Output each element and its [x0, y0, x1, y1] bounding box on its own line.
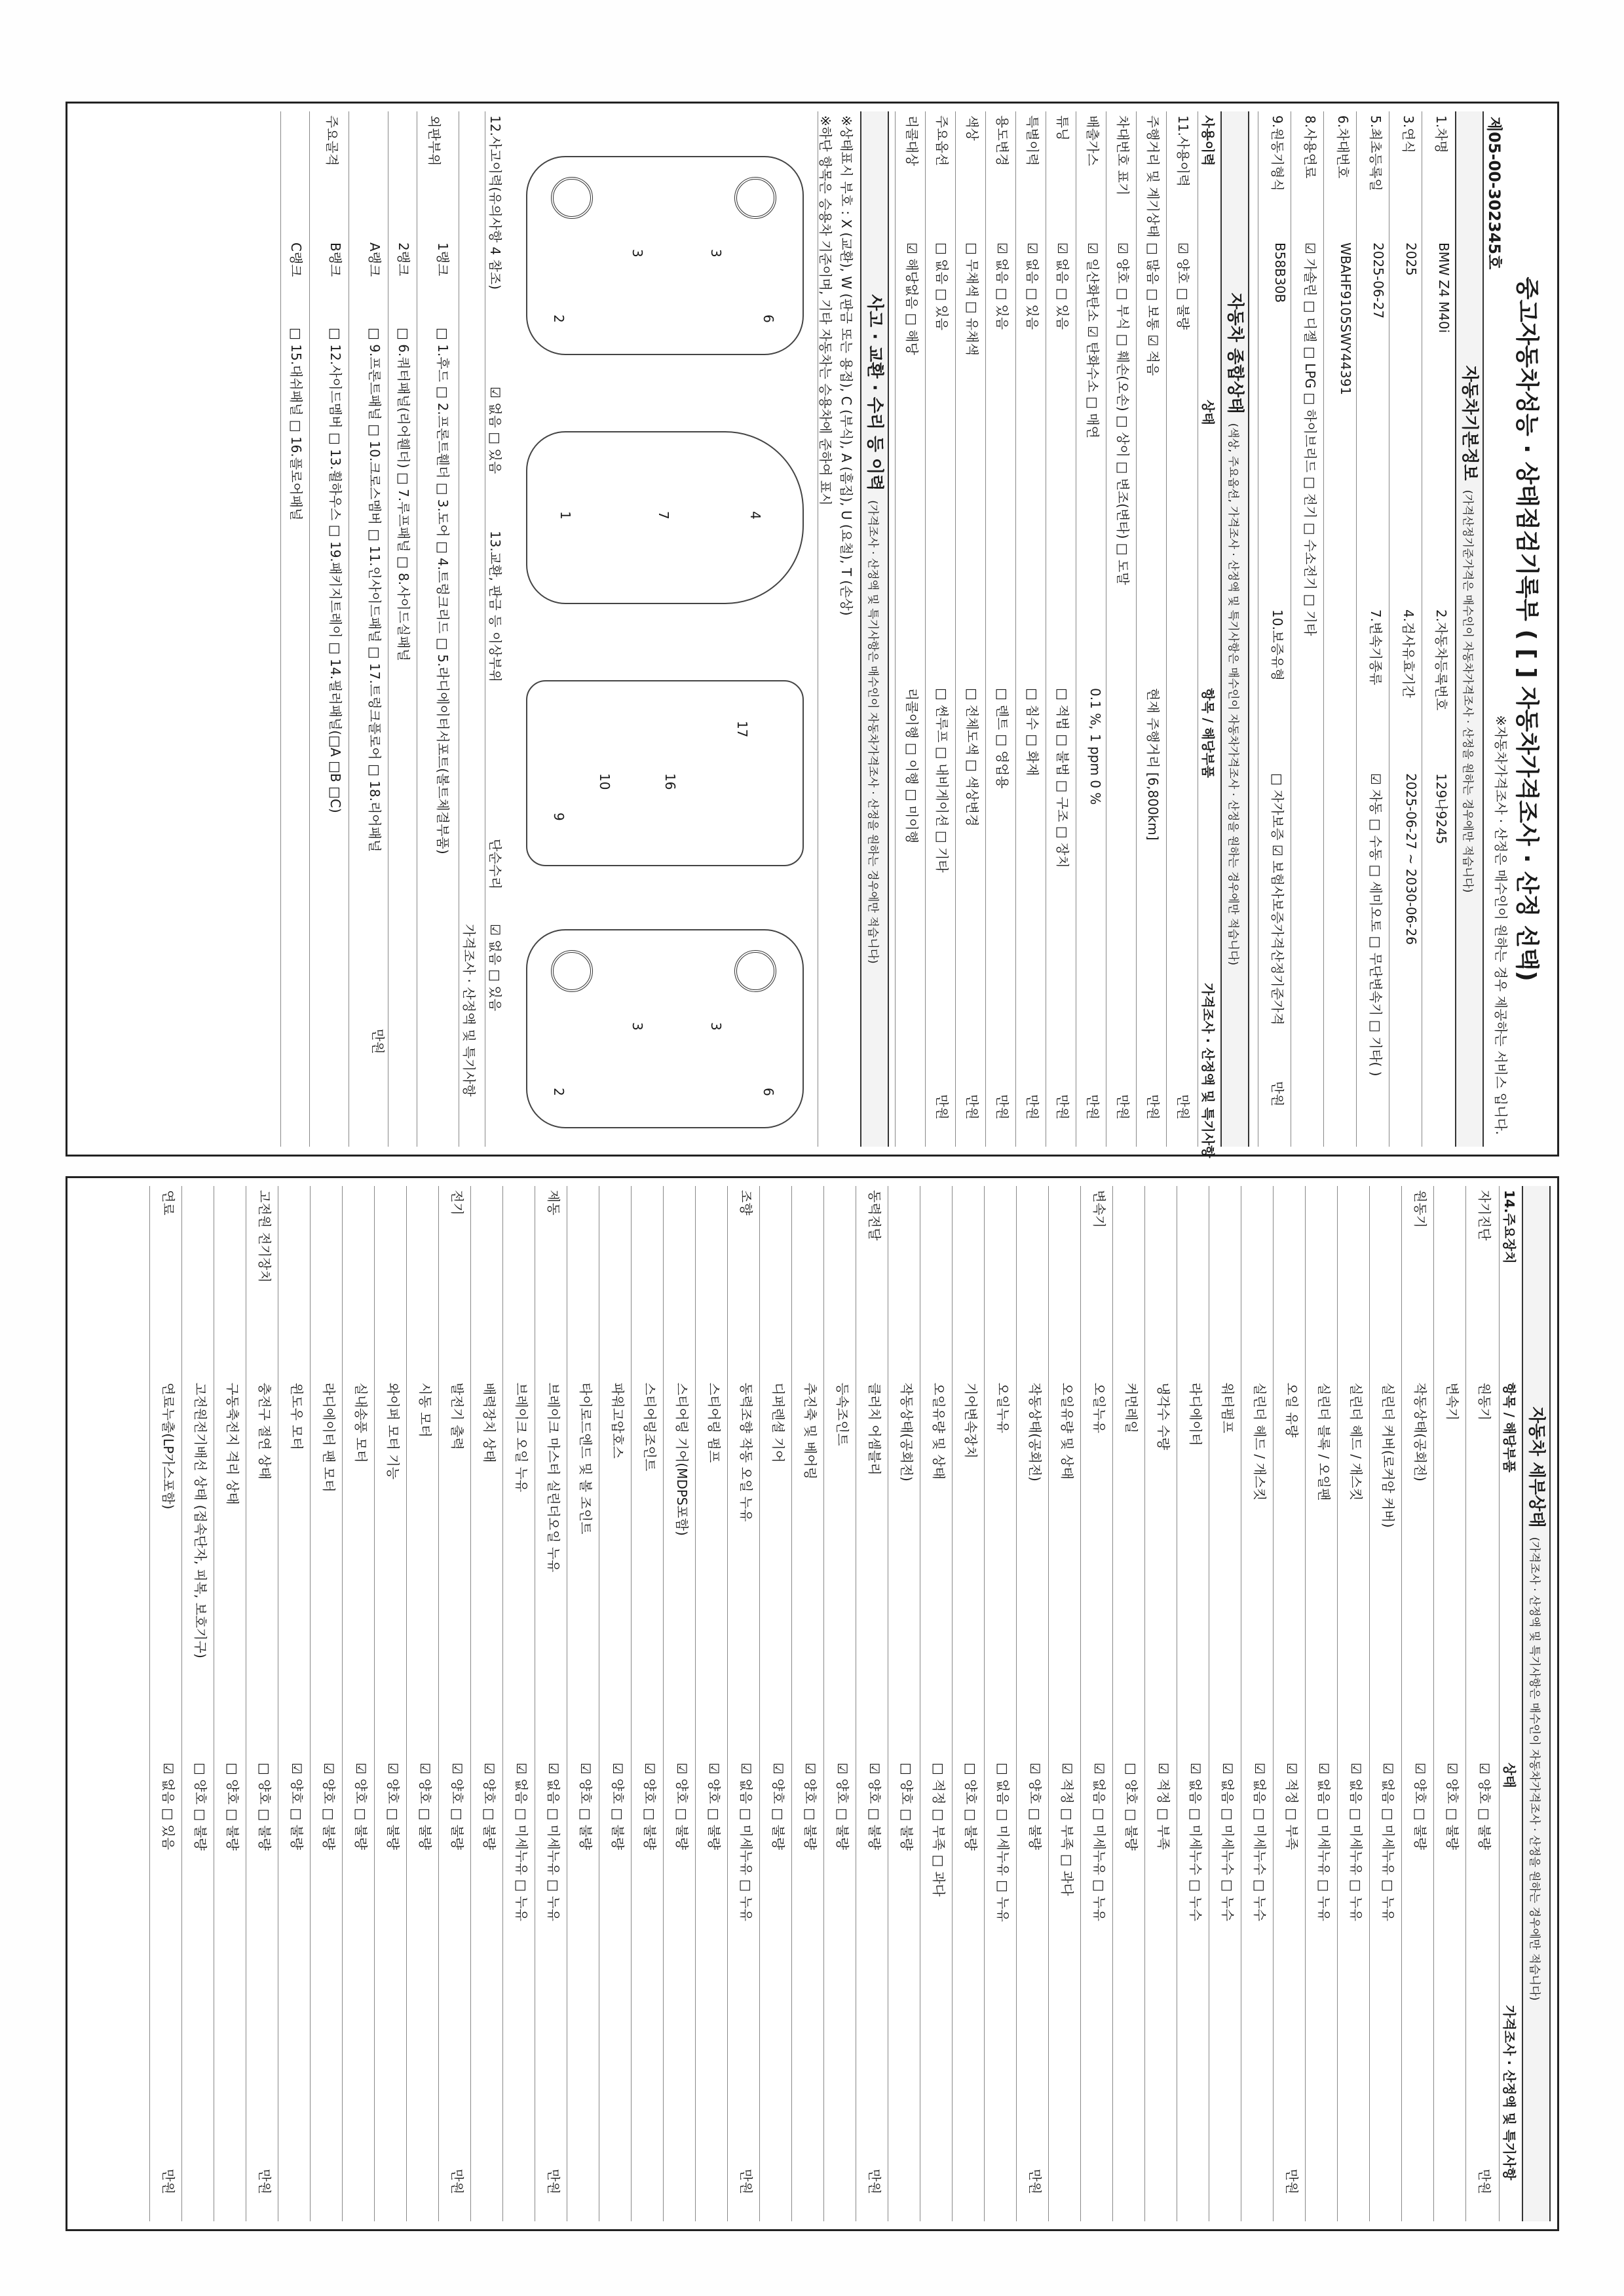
basic-value-2: 2025-06-27 ~ 2030-06-26	[1403, 773, 1419, 945]
detail-item: 오일 유량	[1284, 1383, 1300, 1438]
detail-item: 작동상태(공회전)	[1412, 1383, 1428, 1482]
overall-row	[925, 111, 956, 1147]
detail-row	[438, 1186, 471, 2221]
detail-state: ☑ 없음 □ 미세누유 □ 누유	[1380, 1763, 1396, 1922]
detail-item: 오일누유	[995, 1383, 1011, 1434]
detail-item: 브레이크 마스터 실린더오일 누유	[546, 1383, 561, 1573]
overall-item: □ 적법 □ 불법 □ 구조 □ 장치	[1055, 688, 1070, 868]
detail-row	[1209, 1186, 1241, 2221]
detail-price: 만원	[867, 2169, 882, 2194]
detail-state: □ 양호 □ 불량	[1124, 1763, 1139, 1851]
detail-item: 오일유량 및 상태	[1059, 1383, 1075, 1480]
basic-label: 1.차명	[1433, 115, 1449, 153]
overall-row	[1106, 111, 1137, 1147]
detail-row	[1465, 1186, 1498, 2221]
detail-price: 만원	[449, 2169, 465, 2194]
detail-state: ☑ 양호 □ 불량	[706, 1763, 722, 1850]
overall-state: □ 무채색 □ 유채색	[964, 242, 980, 356]
basic-label-2: 4.검사유효기간	[1401, 609, 1416, 698]
rankB-label: B랭크	[328, 242, 343, 277]
detail-group: 고전원 전기장치	[257, 1190, 273, 1283]
detail-item: 시동 모터	[417, 1383, 433, 1438]
detail-state: ☑ 없음 □ 미세누수 □ 누수	[1220, 1763, 1236, 1922]
overall-price: 만원	[1085, 1094, 1101, 1120]
detail-item: 브레이크 오일 누유	[514, 1383, 529, 1493]
detail-row	[599, 1186, 632, 2221]
detail-state: ☑ 없음 □ 미세누유 □ 누유	[1091, 1763, 1107, 1922]
detail-state: ☑ 없음 □ 있음	[161, 1763, 176, 1850]
detail-price: 만원	[161, 2169, 176, 2194]
overall-row	[955, 111, 986, 1147]
basic-row	[1389, 111, 1422, 1147]
detail-group: 전기	[449, 1190, 465, 1215]
detail-row	[310, 1186, 343, 2221]
overall-section	[1220, 111, 1249, 1147]
rankC-row	[280, 111, 310, 1147]
detail-row	[823, 1186, 856, 2221]
wheel-icon	[734, 950, 776, 992]
basic-row	[1291, 111, 1324, 1147]
detail-item: 파워고압호스	[610, 1383, 626, 1459]
detail-group: 자기진단	[1477, 1190, 1492, 1241]
detail-state: ☑ 양호 □ 불량	[770, 1763, 786, 1850]
detail-state: ☑ 없음 □ 미세누유 □ 누유	[514, 1763, 529, 1922]
overall-price: 만원	[1145, 1094, 1161, 1120]
overall-row	[1046, 111, 1076, 1147]
detail-group: 제동	[546, 1190, 561, 1215]
overall-label: 11.사용이력	[1175, 115, 1191, 187]
panel-number: 3	[630, 249, 645, 258]
detail-row	[888, 1186, 920, 2221]
overall-row	[1076, 111, 1106, 1147]
panel-number: 17	[734, 721, 750, 738]
panel-number: 3	[708, 249, 724, 258]
wheel-icon	[551, 950, 593, 992]
detail-item: 배력장치 상태	[482, 1383, 497, 1463]
overall-label: 리콜대상	[904, 115, 920, 166]
basic-value-2: 129나9245	[1433, 773, 1449, 845]
panel-number: 7	[656, 511, 671, 520]
car-diagram-top	[526, 431, 804, 604]
rank1-items: □ 1.후드 □ 2.프론트휀더 □ 3.도어 □ 4.트렁크리드 □ 5.라디에이터서포트(볼트체결부품)	[435, 328, 451, 854]
detail-state: □ 양호 □ 불량	[193, 1763, 208, 1851]
detail-state: ☑ 양호 □ 불량	[449, 1763, 465, 1850]
detail-item: 원동기	[1477, 1383, 1492, 1421]
basic-info-note: (가격산정기준가격은 매수인이 자동차가격조사 · 산정을 원하는 경우에만 적습니다)	[1461, 489, 1474, 893]
panel-number: 10	[597, 773, 613, 790]
basic-value-2: □ 자가보증 ☑ 보험사보증	[1270, 773, 1285, 924]
detail-item: 작동상태(공회전)	[1027, 1383, 1043, 1482]
detail-row	[631, 1186, 664, 2221]
detail-state: □ 없음 □ 미세누유 □ 누유	[995, 1763, 1011, 1923]
panel-number: 9	[551, 813, 567, 821]
detail-group: 연료	[161, 1190, 176, 1215]
overall-price: 만원	[1115, 1094, 1131, 1120]
panel-number: 2	[551, 315, 567, 323]
detail-state: ☑ 양호 □ 불량	[1445, 1763, 1460, 1850]
outer-panel-label: 외판부위	[426, 115, 442, 166]
accident-history-state: ☑ 없음 □ 있음	[487, 387, 503, 474]
overall-head-2: 상태	[1200, 400, 1216, 425]
detail-row	[1337, 1186, 1370, 2221]
overall-label: 특별이력	[1025, 115, 1040, 166]
detail-group: 변속기	[1091, 1190, 1107, 1228]
detail-row	[149, 1186, 182, 2221]
detail-row	[727, 1186, 760, 2221]
basic-value: BMW Z4 M40i	[1436, 242, 1452, 334]
detail-state: ☑ 양호 □ 불량	[289, 1763, 305, 1850]
overall-item: 0.1 %, 1 ppm 0 %	[1087, 688, 1103, 805]
detail-item: 타이로드엔드 및 볼 조인트	[578, 1383, 594, 1535]
overall-head-4: 가격조사 · 산정액 및 특기사항	[1200, 983, 1216, 1158]
basic-row	[1258, 111, 1291, 1147]
accident-price-unit: 만원	[370, 1029, 386, 1054]
detail-section	[1522, 1186, 1551, 2221]
accident-history-row	[485, 111, 509, 1147]
detail-state: □ 양호 □ 불량	[963, 1763, 979, 1851]
overall-label: 튜닝	[1055, 115, 1070, 141]
detail-item: 스티어링 기어(MDPS포함)	[674, 1383, 690, 1536]
detail-note: (가격조사 · 산정액 및 특기사항은 매수인이 자동차가격조사 · 산정을 원하는 경우에만 적습니다)	[1528, 1537, 1541, 2001]
overall-state: ☑ 해당없음 □ 해당	[904, 242, 920, 355]
overall-label: 차대번호 표기	[1115, 115, 1131, 196]
detail-state: ☑ 양호 □ 불량	[1412, 1763, 1428, 1850]
basic-value: ☑ 가솔린 □ 디젤 □ LPG □ 하이브리드 □ 전기 □ 수소전기 □ 기타	[1302, 242, 1318, 636]
inspection-form	[66, 102, 1559, 2231]
basic-info-section	[1455, 111, 1484, 1147]
detail-row	[1144, 1186, 1177, 2221]
overall-price: 만원	[1025, 1094, 1040, 1120]
overall-item: 리콜이행 □ 이행 □ 미이행	[904, 688, 920, 844]
detail-item: 스티어링조인트	[642, 1383, 658, 1472]
detail-item: 연료누출(LP가스포함)	[161, 1383, 176, 1510]
basic-value: 2025-06-27	[1370, 242, 1386, 319]
detail-item: 실린더 헤드 / 개스킷	[1348, 1383, 1364, 1501]
detail-row	[1305, 1186, 1338, 2221]
detail-state: ☑ 없음 □ 미세누수 □ 누수	[1188, 1763, 1203, 1922]
detail-price: 만원	[546, 2169, 561, 2194]
detail-state: ☑ 양호 □ 불량	[642, 1763, 658, 1850]
detail-row	[214, 1186, 246, 2221]
basic-label-2: 7.변속기종류	[1368, 609, 1384, 685]
overall-label: 주행거리 및 계기상태	[1145, 115, 1161, 238]
detail-row	[1369, 1186, 1402, 2221]
detail-state: ☑ 양호 □ 불량	[674, 1763, 690, 1850]
panel-number: 6	[761, 315, 776, 323]
detail-row	[470, 1186, 503, 2221]
detail-price: 만원	[257, 2169, 273, 2194]
overall-label: 색상	[964, 115, 980, 141]
panel-number: 1	[557, 511, 573, 520]
overall-state: ☑ 없음 □ 있음	[994, 242, 1010, 330]
panel-number: 2	[551, 1088, 567, 1096]
detail-state: ☑ 없음 □ 미세누유 □ 누유	[1348, 1763, 1364, 1922]
simple-repair-label: 단순수리	[487, 839, 503, 890]
overall-item: 현재 주행거리 [6,800km]	[1145, 688, 1161, 841]
overall-price: 만원	[1175, 1094, 1191, 1120]
basic-row	[1323, 111, 1357, 1147]
rank2-label: 2랭크	[396, 242, 411, 277]
detail-price: 만원	[1284, 2169, 1300, 2194]
overall-label: 주요옵션	[934, 115, 950, 166]
detail-price: 만원	[1027, 2169, 1043, 2194]
overall-state: ☑ 일산화탄소 ☑ 탄화수소 □ 매연	[1085, 242, 1101, 439]
accident-price-label: 가격조사 · 산정액 및 특기사항	[461, 924, 477, 1097]
overall-state: ☑ 없음 □ 있음	[1025, 242, 1040, 330]
detail-row	[1080, 1186, 1113, 2221]
detail-row	[1433, 1186, 1466, 2221]
detail-state: ☑ 양호 □ 불량	[803, 1763, 818, 1850]
detail-price: 만원	[738, 2169, 754, 2194]
document-note: ※자동차가격조사 · 산정은 매수인이 원하는 경우 제공하는 서비스 입니다.	[1493, 715, 1509, 1135]
overall-row	[1166, 111, 1197, 1147]
detail-state: ☑ 적정 □ 부족	[1284, 1763, 1300, 1850]
basic-label-3: 가격산정기준가격	[1270, 924, 1285, 1025]
overall-state: □ 없음 □ 있음	[934, 242, 950, 331]
detail-state: ☑ 양호 □ 불량	[353, 1763, 369, 1850]
legend-row-1	[839, 111, 860, 1147]
detail-state: □ 양호 □ 불량	[899, 1763, 915, 1851]
basic-label: 9.원동기형식	[1270, 115, 1285, 191]
detail-item: 고전원전기배선 상태 (접속단자, 피복, 보호기구)	[193, 1383, 208, 1658]
detail-item: 커먼레일	[1124, 1383, 1139, 1434]
accident-section	[860, 111, 889, 1147]
left-panel	[66, 102, 1559, 1157]
detail-state: ☑ 양호 □ 불량	[1027, 1763, 1043, 1850]
overall-price: 만원	[964, 1094, 980, 1120]
basic-label-2: 10.보증유형	[1270, 609, 1285, 681]
overall-row	[985, 111, 1016, 1147]
detail-price: 만원	[1477, 2169, 1492, 2194]
overall-item: □ 썬루프 □ 내비게이션 □ 기타	[934, 688, 950, 873]
overall-head-1: 사용이력	[1200, 115, 1216, 166]
basic-value: 2025	[1403, 242, 1419, 276]
rankA-label: A랭크	[367, 242, 383, 277]
right-panel	[66, 1176, 1559, 2231]
panel-number: 4	[747, 511, 763, 520]
accident-heading: 사고 · 교환 · 수리 등 이력	[865, 294, 884, 491]
basic-row	[1356, 111, 1389, 1147]
detail-row	[759, 1186, 792, 2221]
wheel-icon	[551, 177, 593, 219]
rankB-items: □ 12.사이드멤버 □ 13.휠하우스 □ 19.패키지트레이 □ 14.필러패널(□A □B □C)	[328, 328, 343, 813]
detail-item: 기어변속장치	[963, 1383, 979, 1459]
simple-repair-state: ☑ 없음 □ 있음	[487, 924, 503, 1012]
exchange-label: 13.교환, 판금 등 이상부위	[487, 531, 503, 683]
detail-row	[535, 1186, 567, 2221]
detail-row	[695, 1186, 728, 2221]
detail-state: ☑ 양호 □ 불량	[417, 1763, 433, 1850]
detail-row	[952, 1186, 985, 2221]
detail-state: ☑ 적정 □ 부족 □ 과다	[1059, 1763, 1075, 1896]
detail-row	[1241, 1186, 1274, 2221]
basic-label: 5.최초등록일	[1368, 115, 1384, 191]
rankA-items: □ 9.프론트패널 □ 10.크로스멤버 □ 11.인사이드패널 □ 17.트렁크플로어 □ 18.리어패널	[367, 328, 383, 852]
wheel-icon	[734, 177, 776, 219]
detail-item: 구동축전지 격리 상태	[225, 1383, 240, 1505]
detail-row	[1048, 1186, 1081, 2221]
detail-head-4: 가격조사 · 산정액 및 특기사항	[1501, 2005, 1517, 2181]
detail-row	[1273, 1186, 1306, 2221]
rank1-label: 1랭크	[435, 242, 451, 277]
detail-row	[181, 1186, 214, 2221]
basic-label: 8.사용연료	[1302, 115, 1318, 179]
overall-note: (색상, 주요옵션, 가격조사 · 산정액 및 특기사항은 매수인이 자동차가격조사 · 산정을 원하는 경우에만 적습니다)	[1226, 423, 1239, 966]
detail-row	[374, 1186, 407, 2221]
legend-2: ※하단 항목은 승용차 기준이며, 기타 자동차는 승용차에 준하여 표시	[818, 115, 833, 506]
overall-item: □ 렌트 □ 영업용	[994, 688, 1010, 789]
basic-label-2: 2.자동차등록번호	[1433, 609, 1449, 711]
basic-value-2: ☑ 자동 □ 수동 □ 세미오토 □ 무단변속기 □ 기타( )	[1368, 773, 1384, 1077]
detail-row	[502, 1186, 535, 2221]
basic-row	[1422, 111, 1455, 1147]
rankC-label: C랭크	[288, 242, 304, 277]
rank1-row	[417, 111, 457, 1147]
overall-row	[1015, 111, 1046, 1147]
detail-item: 오일유량 및 상태	[931, 1383, 947, 1480]
accident-history-label: 12.사고이력(유의사항 4 참조)	[487, 115, 503, 290]
detail-item: 스티어링 펌프	[706, 1383, 722, 1463]
detail-state: ☑ 양호 □ 불량	[1477, 1763, 1492, 1850]
detail-state: ☑ 양호 □ 불량	[835, 1763, 850, 1850]
rankC-items: □ 15.대쉬패널 □ 16.플로어패널	[288, 328, 304, 521]
detail-state: ☑ 양호 □ 불량	[385, 1763, 401, 1850]
rank2-items: □ 6.쿼터패널(리어휀더) □ 7.루프패널 □ 8.사이드실패널	[396, 328, 411, 662]
detail-item: 냉각수 수량	[1156, 1383, 1171, 1450]
detail-item: 실린더 블록 / 오일팬	[1316, 1383, 1332, 1501]
overall-state: □ 많음 □ 보통 ☑ 적음	[1145, 242, 1161, 376]
car-diagram-side-right	[526, 929, 804, 1128]
detail-item: 클러치 어셈블리	[867, 1383, 882, 1476]
overall-label: 배출가스	[1085, 115, 1101, 166]
panel-number: 6	[761, 1088, 776, 1096]
detail-head-3: 상태	[1501, 1763, 1517, 1788]
detail-item: 실내송풍 모터	[353, 1383, 369, 1463]
detail-item: 작동상태(공회전)	[899, 1383, 915, 1482]
main-frame-label: 주요골격	[324, 115, 340, 166]
detail-head-1: 14.주요장치	[1501, 1190, 1517, 1264]
detail-header-row	[1499, 1186, 1523, 2221]
car-diagram-frame	[526, 680, 804, 866]
overall-state: ☑ 양호 □ 부식 □ 훼손(오손) □ 상이 □ 변조(변타) □ 도말	[1115, 242, 1131, 585]
detail-row	[1401, 1186, 1434, 2221]
rank2-row	[388, 111, 417, 1147]
detail-item: 동력조향 작동 오일 누유	[738, 1383, 754, 1522]
detail-state: □ 양호 □ 불량	[257, 1763, 273, 1851]
detail-item: 추진축 및 베어링	[803, 1383, 818, 1480]
overall-row	[1136, 111, 1167, 1147]
detail-row	[278, 1186, 311, 2221]
detail-item: 라디에이터 팬 모터	[321, 1383, 337, 1493]
detail-group: 조향	[738, 1190, 754, 1215]
price-label-row	[459, 111, 483, 1147]
overall-item: □ 침수 □ 화재	[1025, 688, 1040, 776]
detail-state: □ 적정 □ 부족 □ 과다	[931, 1763, 947, 1897]
overall-head-3: 항목 / 해당부품	[1200, 688, 1216, 778]
detail-state: ☑ 적정 □ 부족	[1156, 1763, 1171, 1850]
detail-state: ☑ 양호 □ 불량	[867, 1763, 882, 1850]
detail-item: 충전구 절연 상태	[257, 1383, 273, 1480]
basic-info-heading: 자동차기본정보	[1460, 365, 1479, 481]
detail-state: ☑ 양호 □ 불량	[578, 1763, 594, 1850]
detail-group: 동력전달	[867, 1190, 882, 1241]
detail-head-2: 항목 / 해당부품	[1501, 1383, 1517, 1473]
detail-row	[984, 1186, 1017, 2221]
detail-heading: 자동차 세부상태	[1526, 1406, 1546, 1528]
detail-item: 실린더 커버(로커암 커버)	[1380, 1383, 1396, 1528]
detail-item: 와이퍼 모터 기능	[385, 1383, 401, 1480]
legend-1: ※상태표시 부호 : X (교환), W (판금 또는 용접), C (부식), A (흠집), U (요철), T (손상)	[839, 115, 854, 616]
detail-group: 원동기	[1412, 1190, 1428, 1228]
detail-state: ☑ 없음 □ 미세누유 □ 누유	[1316, 1763, 1332, 1922]
legend-row-2	[818, 111, 839, 1147]
basic-value-3: 만원	[1270, 1081, 1285, 1107]
panel-number: 16	[662, 773, 678, 790]
detail-state: ☑ 없음 □ 미세누유 □ 누유	[738, 1763, 754, 1922]
basic-value: WBAHF9105SWY44391	[1338, 242, 1353, 395]
detail-state: ☑ 양호 □ 불량	[482, 1763, 497, 1850]
detail-row	[567, 1186, 599, 2221]
detail-item: 윈도우 모터	[289, 1383, 305, 1450]
detail-state: ☑ 양호 □ 불량	[610, 1763, 626, 1850]
detail-state: □ 양호 □ 불량	[225, 1763, 240, 1851]
detail-row	[406, 1186, 439, 2221]
overall-label: 용도변경	[994, 115, 1010, 166]
detail-state: ☑ 없음 □ 미세누유 □ 누유	[546, 1763, 561, 1922]
overall-heading: 자동차 종합상태	[1225, 292, 1245, 414]
document-title: 중고자동차성능 · 상태점검기록부 ( [ ] 자동차가격조사 · 산정 선택)	[1513, 277, 1540, 982]
basic-label: 6.차대번호	[1335, 115, 1351, 179]
detail-row	[791, 1186, 824, 2221]
overall-header-row	[1198, 111, 1222, 1158]
basic-value: B58B30B	[1272, 242, 1288, 303]
overall-state: ☑ 양호 □ 불량	[1175, 242, 1191, 330]
detail-item: 발전기 출력	[449, 1383, 465, 1450]
panel-number: 3	[708, 1022, 724, 1031]
panel-number: 3	[630, 1022, 645, 1031]
detail-row	[920, 1186, 953, 2221]
detail-row	[342, 1186, 375, 2221]
document-number: 제05-00-302345호	[1485, 117, 1503, 270]
detail-item: 워터펌프	[1220, 1383, 1236, 1434]
detail-item: 등속조인트	[835, 1383, 850, 1446]
overall-row	[895, 111, 926, 1147]
car-diagram-side-left	[526, 156, 804, 355]
overall-price: 만원	[934, 1094, 950, 1120]
detail-row	[856, 1186, 888, 2221]
overall-item: □ 전체도색 □ 색상변경	[964, 688, 980, 827]
detail-item: 오일누유	[1091, 1383, 1107, 1434]
detail-item: 변속기	[1445, 1383, 1460, 1421]
detail-item: 라디에이터	[1188, 1383, 1203, 1446]
detail-state: ☑ 없음 □ 미세누수 □ 누수	[1252, 1763, 1268, 1922]
overall-state: ☑ 없음 □ 있음	[1055, 242, 1070, 330]
detail-row	[1112, 1186, 1145, 2221]
detail-row	[246, 1186, 278, 2221]
basic-label: 3.연식	[1401, 115, 1416, 153]
detail-row	[1177, 1186, 1209, 2221]
detail-row	[663, 1186, 696, 2221]
accident-note: (가격조사 · 산정액 및 특기사항은 매수인이 자동차가격조사 · 산정을 원하는 경우에만 적습니다)	[866, 500, 879, 964]
detail-row	[1016, 1186, 1049, 2221]
overall-price: 만원	[1055, 1094, 1070, 1120]
detail-state: ☑ 양호 □ 불량	[321, 1763, 337, 1850]
detail-item: 실린더 헤드 / 개스킷	[1252, 1383, 1268, 1501]
detail-item: 디퍼렌셜 기어	[770, 1383, 786, 1463]
overall-price: 만원	[994, 1094, 1010, 1120]
